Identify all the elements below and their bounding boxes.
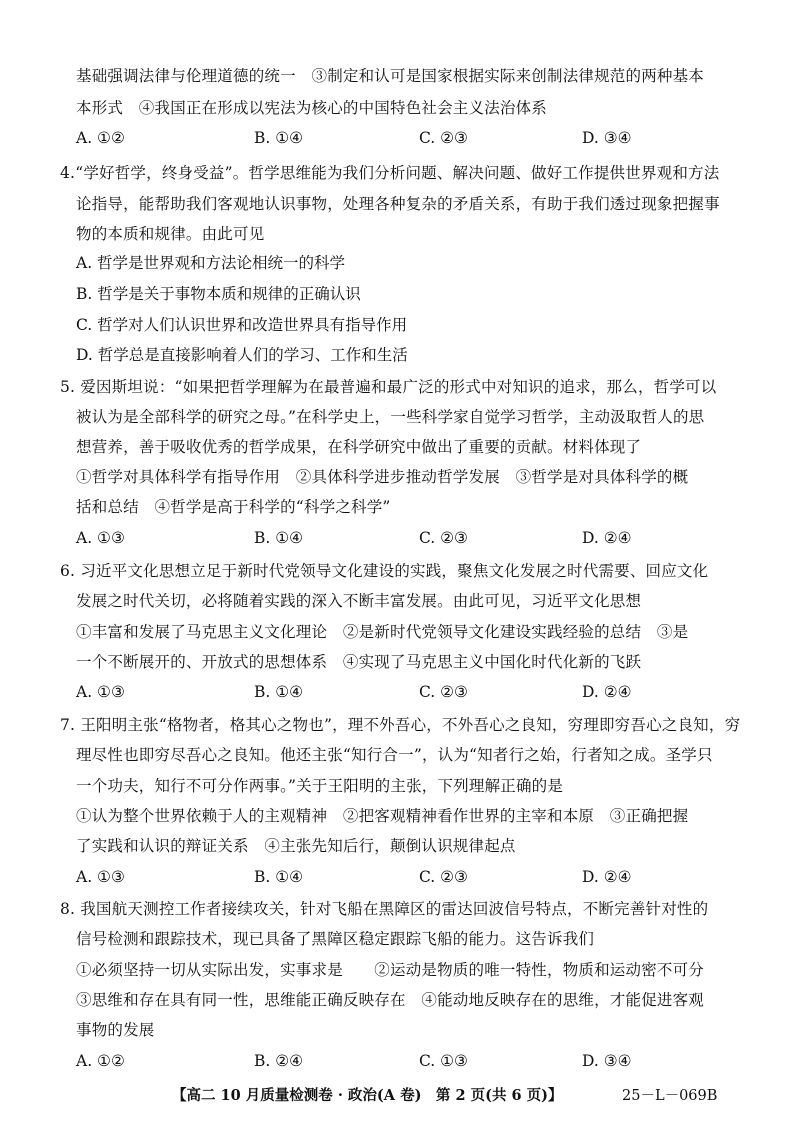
q6-stem-line: 6. 习近平文化思想立足于新时代党领导文化建设的实践，聚焦文化发展之时代需要、回应文化 (60, 562, 709, 580)
q5-option-d: D. ②④ (582, 529, 632, 547)
q6-option-a: A. ①③ (76, 683, 125, 701)
q5-statement-line: ①哲学对具体科学有指导作用 ②具体科学进步推动哲学发展 ③哲学是对具体科学的概 (76, 468, 689, 486)
q5-stem-line: 被认为是全部科学的研究之母。”在科学史上，一些科学家自觉学习哲学，主动汲取哲人的思 (76, 408, 705, 426)
q6-statement-line: ①丰富和发展了马克思主义文化理论 ②是新时代党领导文化建设实践经验的总结 ③是 (76, 623, 689, 641)
q8-option-d: D. ③④ (582, 1052, 632, 1070)
q5-stem-line: 想营养，善于吸收优秀的哲学成果，在科学研究中做出了重要的贡献。材料体现了 (76, 438, 642, 456)
q3-option-d: D. ③④ (582, 129, 632, 147)
q5-option-c: C. ②③ (419, 529, 468, 547)
q4-stem-line: 4.“学好哲学，终身受益”。哲学思维能为我们分析问题、解决问题、做好工作提供世界观和方法 (60, 164, 720, 182)
page-footer-code: 25－L－069B (622, 1088, 718, 1104)
q6-option-b: B. ①④ (254, 683, 304, 701)
q5-statement-line: 括和总结 ④哲学是高于科学的“科学之科学” (76, 498, 391, 516)
q8-statement-line: ①必须坚持一切从实际出发，实事求是 ②运动是物质的唯一特性，物质和运动密不可分 (76, 961, 705, 979)
q3-option-b: B. ①④ (254, 129, 304, 147)
q7-option-d: D. ②④ (582, 868, 632, 886)
q3-option-c: C. ②③ (419, 129, 468, 147)
q8-option-c: C. ①③ (419, 1052, 468, 1070)
q8-stem-line: 信号检测和跟踪技术，现已具备了黑障区稳定跟踪飞船的能力。这告诉我们 (76, 930, 595, 948)
q6-option-d: D. ②④ (582, 683, 632, 701)
q3-text-line: 本形式 ④我国正在形成以宪法为核心的中国特色社会主义法治体系 (76, 99, 548, 117)
q7-statement-line: ①认为整个世界依赖于人的主观精神 ②把客观精神看作世界的主宰和本原 ③正确把握 (76, 807, 689, 825)
q8-stem-line: 8. 我国航天测控工作者接续攻关，针对飞船在黑障区的雷达回波信号特点，不断完善针对性的 (60, 900, 709, 918)
q7-stem-line: 7. 王阳明主张“格物者，格其心之物也”，理不外吾心，不外吾心之良知，穷理即穷吾心之良知，穷 (60, 716, 741, 734)
q8-option-a: A. ①② (76, 1052, 125, 1070)
q5-option-b: B. ①④ (254, 529, 304, 547)
q4-option-a: A. 哲学是世界观和方法论相统一的科学 (76, 254, 346, 272)
q4-option-d: D. 哲学总是直接影响着人们的学习、工作和生活 (76, 346, 408, 364)
q4-option-b: B. 哲学是关于事物本质和规律的正确认识 (76, 285, 361, 303)
q3-option-a: A. ①② (76, 129, 125, 147)
q6-statement-line: 一个不断展开的、开放式的思想体系 ④实现了马克思主义中国化时代化新的飞跃 (76, 653, 642, 671)
q5-stem-line: 5. 爱因斯坦说：“如果把哲学理解为在最普遍和最广泛的形式中对知识的追求，那么，哲学可以 (60, 378, 717, 396)
q7-stem-line: 一个功夫，知行不可分作两事。”关于王阳明的主张，下列理解正确的是 (76, 777, 564, 795)
q8-statement-line: ③思维和存在具有同一性，思维能正确反映存在 ④能动地反映存在的思维，才能促进客观 (76, 991, 705, 1009)
q5-option-a: A. ①③ (76, 529, 125, 547)
q3-text-line: 基础强调法律与伦理道德的统一 ③制定和认可是国家根据实际来创制法律规范的两种基本 (76, 67, 705, 85)
q6-stem-line: 发展之时代关切，必将随着实践的深入不断丰富发展。由此可见，习近平文化思想 (76, 592, 642, 610)
q7-option-c: C. ②③ (419, 868, 468, 886)
q7-stem-line: 理尽性也即穷尽吾心之良知。他还主张“知行合一”，认为“知者行之始，行者知之成。圣学只 (76, 746, 713, 764)
q4-option-c: C. 哲学对人们认识世界和改造世界具有指导作用 (76, 316, 408, 334)
q7-option-b: B. ①④ (254, 868, 304, 886)
q4-stem-line: 论指导，能帮助我们客观地认识事物，处理各种复杂的矛盾关系，有助于我们透过现象把握事 (76, 195, 720, 213)
q7-statement-line: 了实践和认识的辩证关系 ④主张先知后行，颠倒认识规律起点 (76, 837, 516, 855)
q4-stem-line: 物的本质和规律。由此可见 (76, 225, 265, 243)
q7-option-a: A. ①③ (76, 868, 125, 886)
q8-option-b: B. ②④ (254, 1052, 304, 1070)
q6-option-c: C. ②③ (419, 683, 468, 701)
q8-statement-line: 事物的发展 (76, 1021, 155, 1039)
page-footer-title: 【高二 10 月质量检测卷 · 政治(A 卷) 第 2 页(共 6 页)】 (172, 1087, 563, 1104)
